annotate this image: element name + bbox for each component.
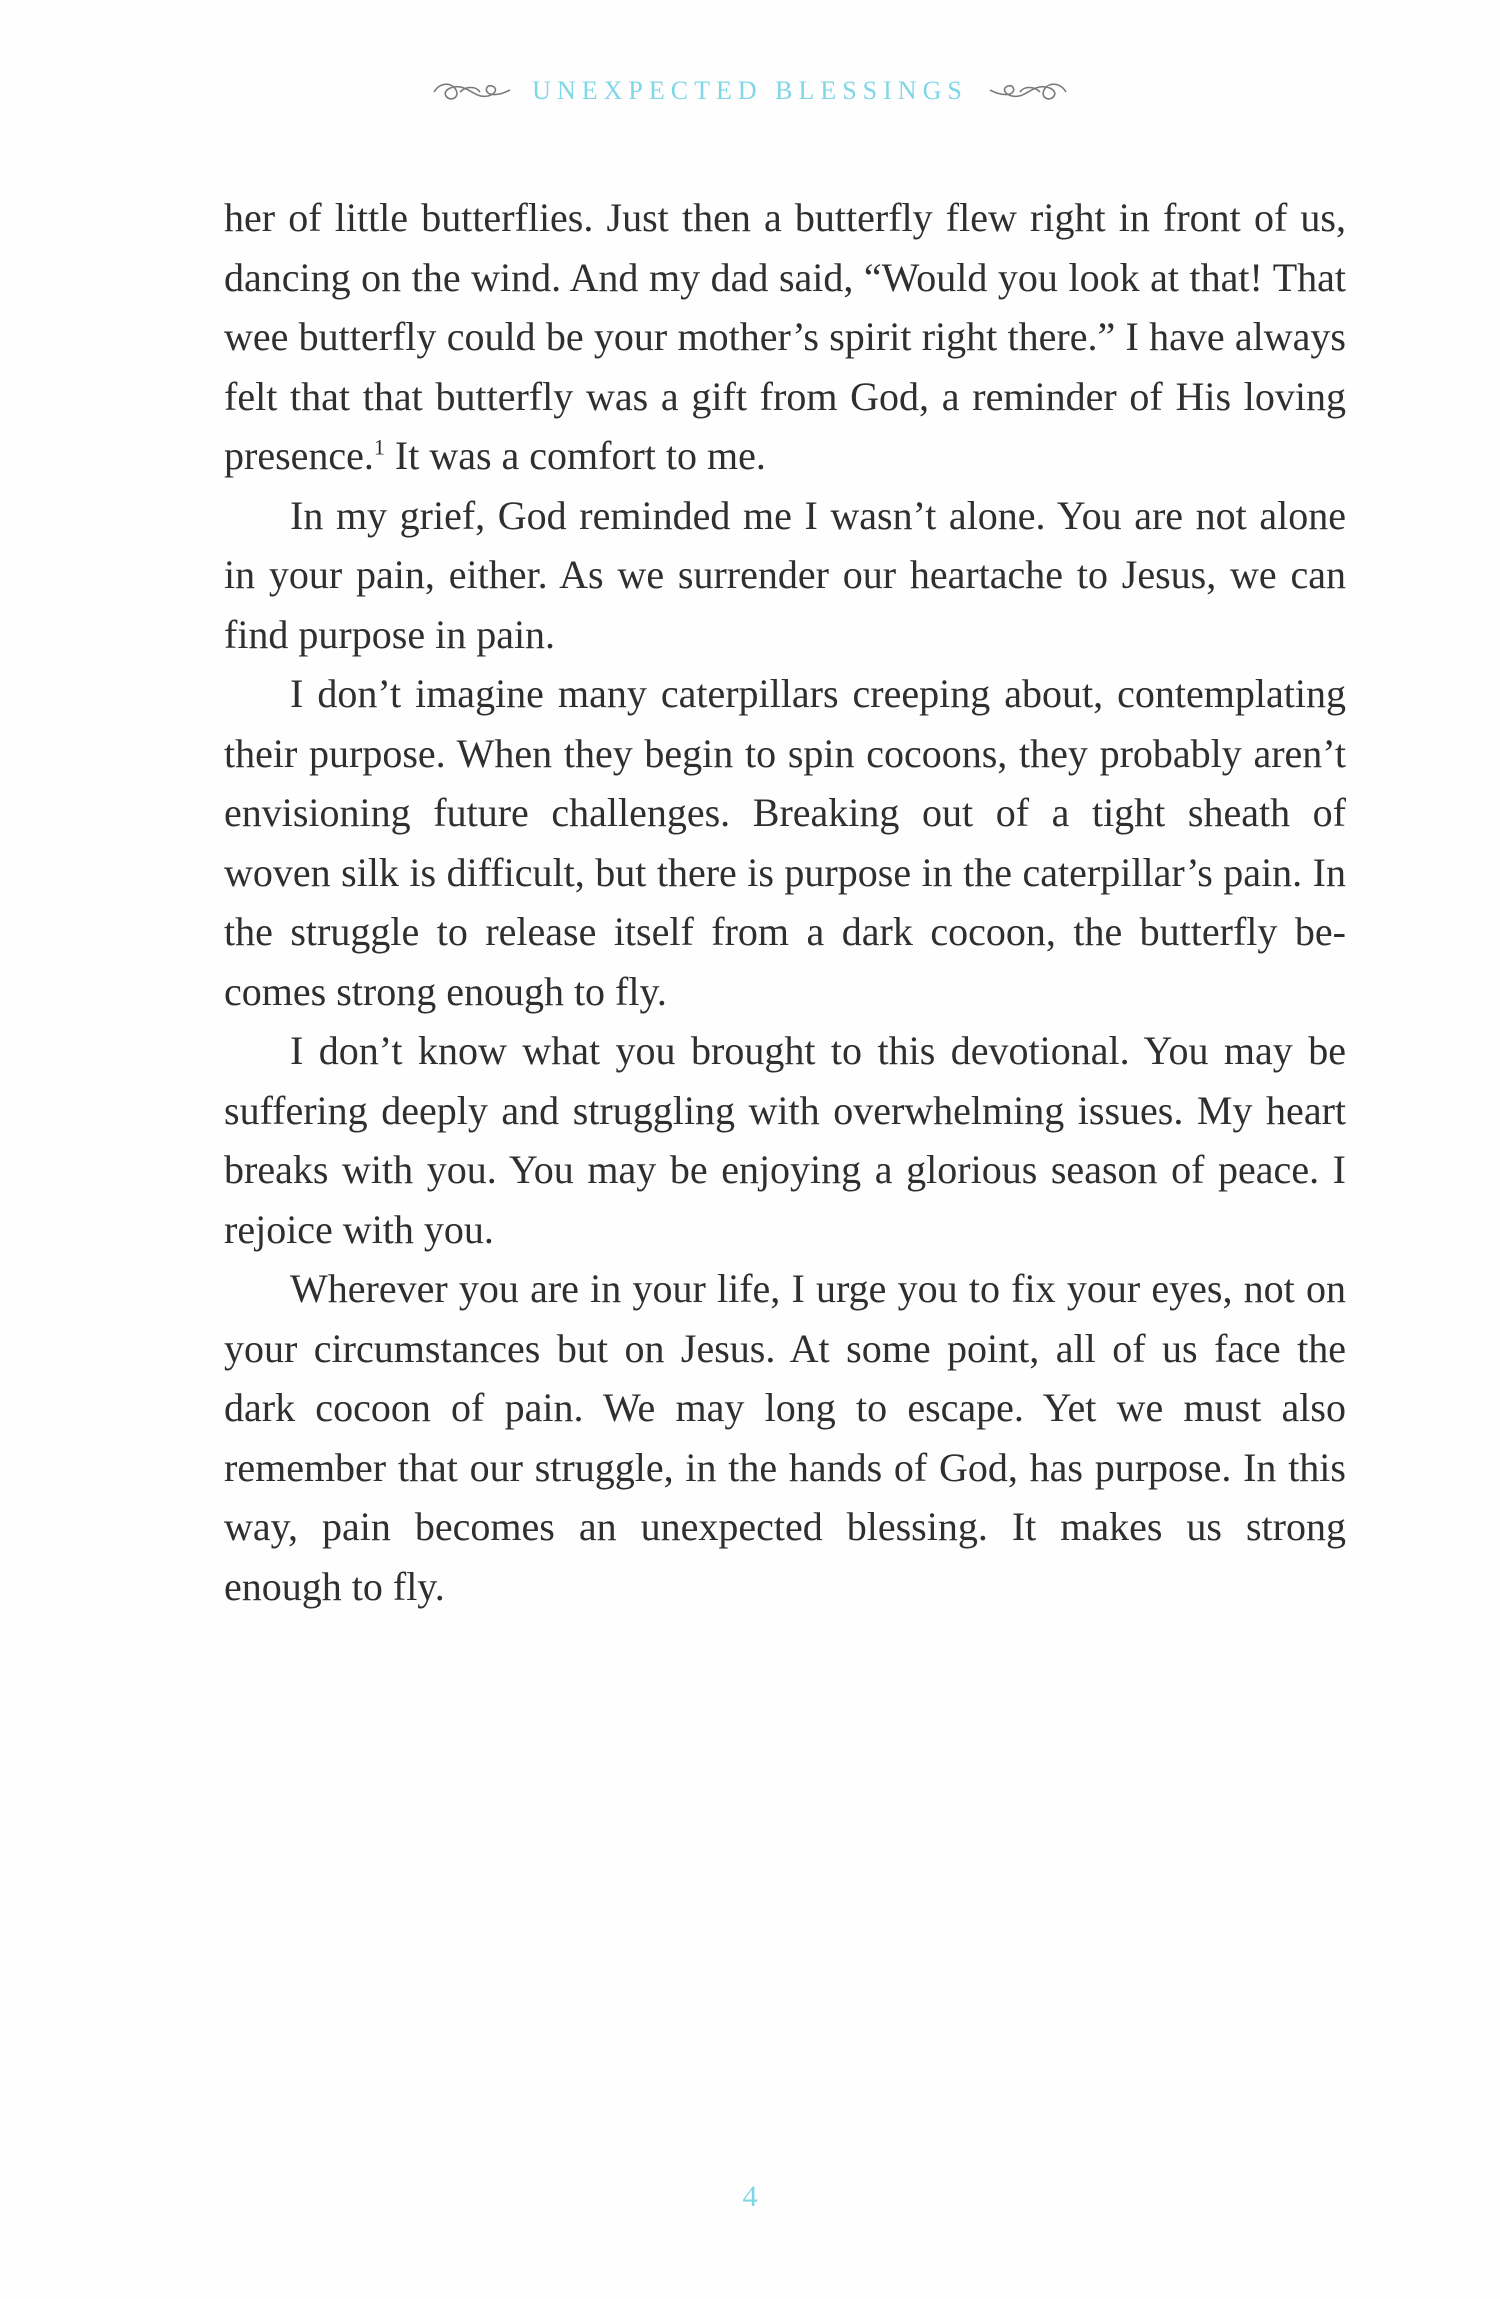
paragraph-3: I don’t imagine many caterpillars creeping about, contemplating their purpose. When they begin to spin cocoons, they probably aren’t envisioning future challenges. Breaking out of a tight sheath of woven silk is difficult, but there is purpose in the caterpillar’s pain. In the struggle to release itself from a dark cocoon, the butterfly becomes strong enough to fly. [224,671,1346,1014]
paragraph-1-text-end: It was a comfort to me. [384,433,766,478]
running-head [0,76,1500,106]
body-text [224,188,1346,1616]
footnote-marker[interactable]: 1 [373,434,385,460]
paragraph-5: Wherever you are in your life, I urge you to fix your eyes, not on your circumstances but on Jesus. At some point, all of us face the dark cocoon of pain. We may long to escape. Yet we must also remember that our struggle, in the hands of God, has purpose. In this way, pain becomes an unexpected blessing. It makes us strong enough to fly. [224,1266,1346,1609]
paragraph-4: I don’t know what you brought to this devotional. You may be suffering deeply and struggling with overwhelming issues. My heart breaks with you. You may be enjoying a glorious season of peace. I rejoice with you. [224,1028,1346,1252]
paragraph-2: In my grief, God reminded me I wasn’t alone. You are not alone in your pain, either. As we surrender our heartache to Jesus, we can find purpose in pain. [224,492,1346,657]
flourish-right-icon [986,76,1070,106]
paragraph-1 [224,188,1346,486]
paragraph-1-text: her of little butterflies. Just then a butterfly flew right in front of us, dancing on the wind. And my dad said, “Would you look at that! That wee butterfly could be your mother’s spirit right there.” I have always felt that that butterfly was a gift from God, a reminder of His loving presence. [224,195,1346,478]
page-number: 4 [742,2180,758,2213]
flourish-left-icon [430,76,514,106]
running-head-title: UNEXPECTED BLESSINGS [532,76,968,105]
